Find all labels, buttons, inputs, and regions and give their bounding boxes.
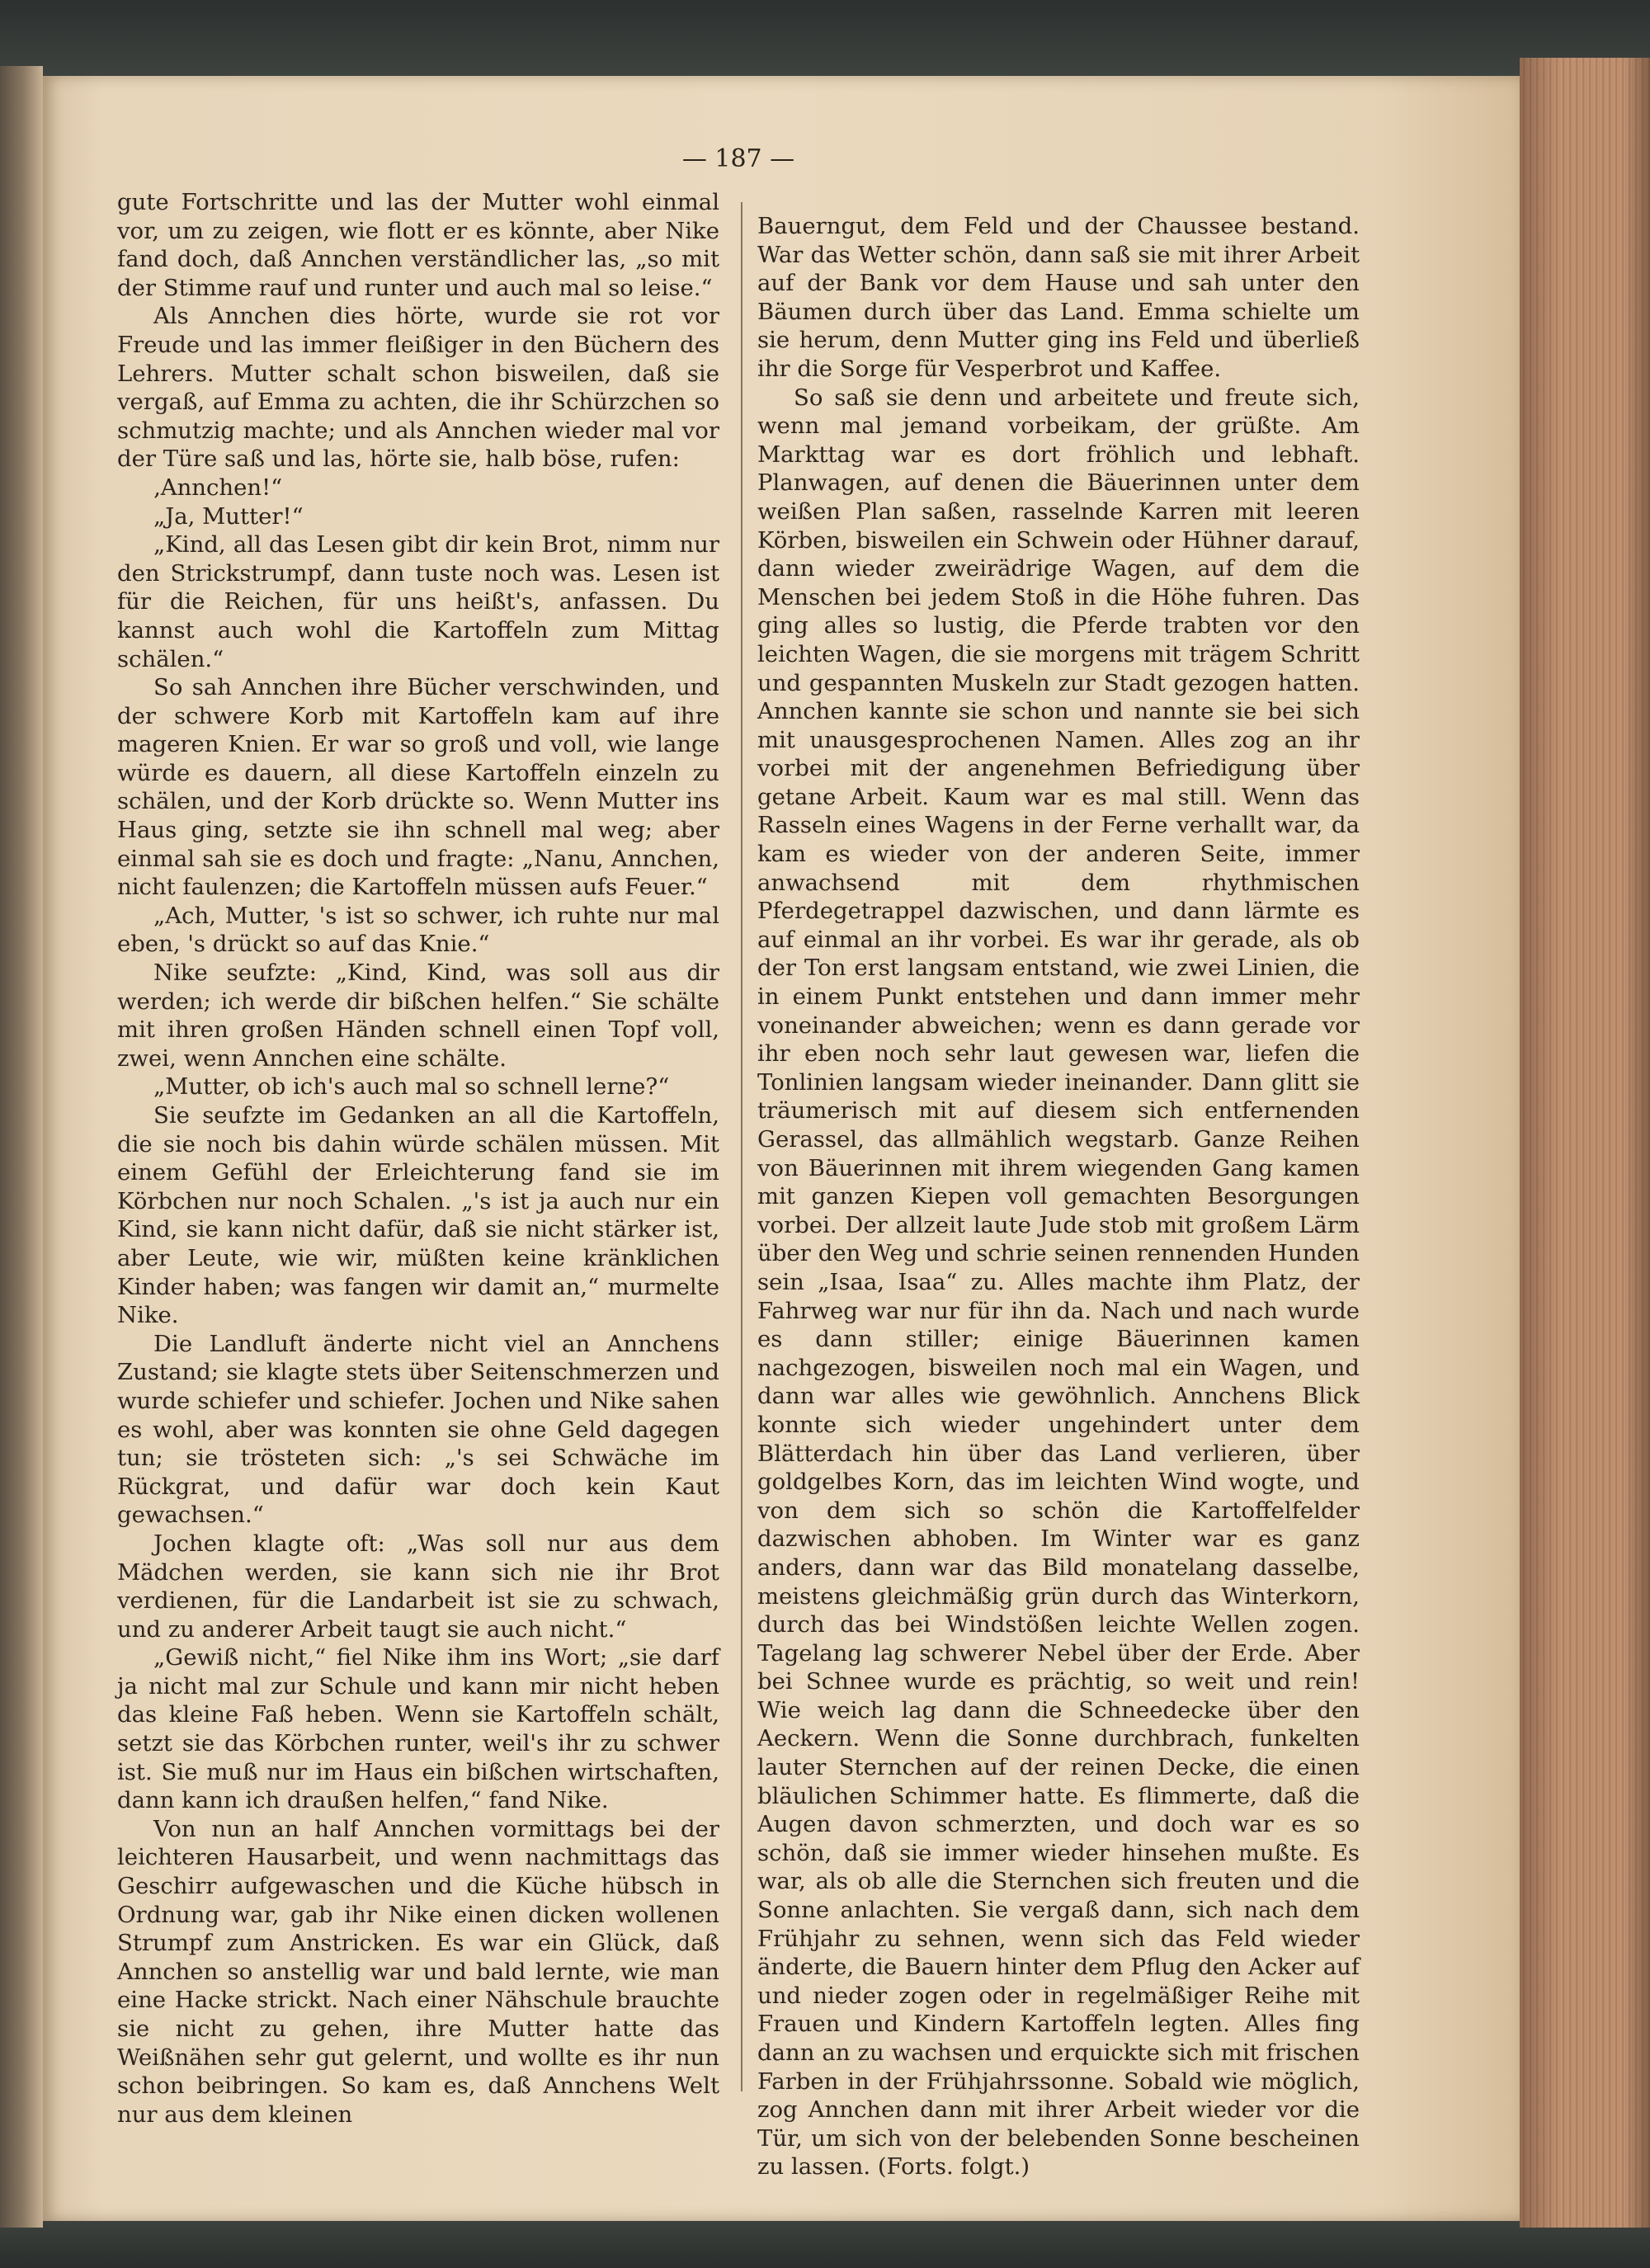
paragraph: So sah Annchen ihre Bücher verschwinden, und der schwere Korb mit Kartoffeln kam auf ihre mageren Knien. Er war so groß und voll, wie lange würde es dauern, all diese Kartoffeln einzeln zu schälen, und der Korb drückte so. Wenn Mutter ins Haus ging, setzte sie ihn schnell mal weg; aber einmal sah sie es doch und fragte: „Nanu, Annchen, nicht faulenzen; die Kartoffeln müssen aufs Feuer.“ bbox=[117, 674, 719, 901]
paragraph: Bauerngut, dem Feld und der Chaussee bestand. War das Wetter schön, dann saß sie mit ihrer Arbeit auf der Bank vor dem Hause und sah unter den Bäumen durch über das Land. Emma schielte um sie herum, denn Mutter ging ins Feld und überließ ihr die Sorge für Vesperbrot und Kaffee. bbox=[757, 213, 1360, 382]
text-column-left bbox=[117, 188, 719, 2129]
book-board-top bbox=[0, 0, 1650, 76]
paragraph: Jochen klagte oft: „Was soll nur aus dem Mädchen werden, sie kann sich nie ihr Brot verdienen, für die Landarbeit ist sie zu schwach, und zu anderer Arbeit taugt sie auch nicht.“ bbox=[117, 1530, 719, 1643]
paragraph: „Ja, Mutter!“ bbox=[153, 502, 304, 530]
paragraph: ‚Annchen!“ bbox=[153, 474, 283, 501]
paragraph: Als Annchen dies hörte, wurde sie rot vor Freude und las immer fleißiger in den Büchern des Lehrers. Mutter schalt schon bisweilen, daß sie vergaß, auf Emma zu achten, die ihr Schürzchen so schmutzig machte; und als Annchen wieder mal vor der Türe saß und las, hörte sie, halb böse, rufen: bbox=[117, 303, 719, 473]
paragraph: „Ach, Mutter, 's ist so schwer, ich ruhte nur mal eben, 's drückt so auf das Knie.“ bbox=[117, 902, 719, 958]
paragraph: Die Landluft änderte nicht viel an Annchens Zustand; sie klagte stets über Seitenschmerzen und wurde schiefer und schiefer. Jochen und Nike sahen es wohl, aber was konnten sie ohne Geld dagegen tun; sie trösteten sich: „'s sei Schwäche im Rückgrat, und dafür war doch kein Kaut gewachsen.“ bbox=[117, 1330, 719, 1529]
paragraph: Sie seufzte im Gedanken an all die Kartoffeln, die sie noch bis dahin würde schälen müssen. Mit einem Gefühl der Erleichterung fand sie im Körbchen nur noch Schalen. „'s ist ja auch nur ein Kind, sie kann nicht dafür, daß sie nicht stärker ist, aber Leute, wie wir, müßten keine kränklichen Kinder haben; was fangen wir damit an,“ murmelte Nike. bbox=[117, 1102, 719, 1329]
paragraph: „Kind, all das Lesen gibt dir kein Brot, nimm nur den Strickstrumpf, dann tuste noch was. Lesen ist für die Reichen, für uns heißt's, anfassen. Du kannst auch wohl die Kartoffeln zum Mittag schälen.“ bbox=[117, 531, 719, 672]
page-block-shadow bbox=[1520, 58, 1650, 2228]
paragraph: Von nun an half Annchen vormittags bei der leichteren Hausarbeit, und wenn nachmittags das Geschirr aufgewaschen und die Küche hübsch in Ordnung war, gab ihr Nike einen dicken wollenen Strumpf zum Anstricken. Es war ein Glück, daß Annchen so anstellig war und bald lernte, wie man eine Hacke strickt. Nach einer Nähschule brauchte sie nicht zu gehen, ihre Mutter hatte das Weißnähen sehr gut gelernt, und wollte es ihr nun schon beibringen. So kam es, daß Annchens Welt nur aus dem kleinen bbox=[117, 1815, 719, 2128]
column-divider bbox=[741, 202, 742, 2091]
paragraph: So saß sie denn und arbeitete und freute sich, wenn mal jemand vorbeikam, der grüßte. Am Markttag war es dort fröhlich und lebhaft. Planwagen, auf denen die Bäuerinnen unter dem weißen Plan saßen, rasselnde Karren mit leeren Körben, bisweilen ein Schwein oder Hühner darauf, dann wieder zweirädrige Wagen, auf dem die Menschen bei jedem Stoß in die Höhe fuhren. Das ging alles so lustig, die Pferde trabten vor den leichten Wagen, die sie morgens mit trägem Schritt und gespannten Muskeln zur Stadt gezogen hatten. Annchen kannte sie schon und nannte sie bei sich mit unausgesprochenen Namen. Alles zog an ihr vorbei mit der angenehmen Befriedigung über getane Arbeit. Kaum war es mal still. Wenn das Rasseln eines Wagens in der Ferne verhallt war, da kam es wieder von der anderen Seite, immer anwachsend mit dem rhythmischen Pferdegetrappel dazwischen, und dann lärmte es auf einmal an ihr vorbei. Es war ihr gerade, als ob der Ton erst langsam entstand, wie zwei Linien, die in einem Punkt entstehen und dann immer mehr voneinander abweichen; wenn es dann gerade vor ihr eben noch sehr laut gewesen war, liefen die Tonlinien langsam wieder ineinander. Dann glitt sie träumerisch mit auf diesem sich entfernenden Gerassel, das allmählich wegstarb. Ganze Reihen von Bäuerinnen mit ihrem wiegenden Gang kamen mit ganzen Kiepen voll gemachten Besorgungen vorbei. Der allzeit laute Jude stob mit großem Lärm über den Weg und schrie seinen rennenden Hunden sein „Isaa, Isaa“ zu. Alles machte ihm Platz, der Fahrweg war nur für ihn da. Nach und nach wurde es dann stiller; einige Bäuerinnen kamen nachgezogen, bisweilen noch mal ein Wagen, und dann war alles wie gewöhnlich. Annchens Blick konnte sich wieder ungehindert unter dem Blätterdach hin über das Land verlieren, über goldgelbes Korn, das im leichten Wind wogte, und von dem sich so schön die Kartoffelfelder dazwischen abhoben. Im Winter war es ganz anders, dann war das Bild monatelang dasselbe, meistens gleichmäßig grün durch das Winterkorn, durch das bei Windstößen leichte Wellen zogen. Tagelang lag schwerer Nebel über der Erde. Aber bei Schnee wurde es prächtig, so weit und rein! Wie weich lag dann die Schneedecke über den Aeckern. Wenn die Sonne durchbrach, funkelten lauter Sternchen auf der reinen Decke, die einen bläulichen Schimmer hatte. Es flimmerte, daß die Augen davon schmerzten, und doch war es so schön, daß sie immer wieder hinsehen mußte. Es war, als ob alle die Sternchen sich freuten und die Sonne anlachten. Sie vergaß dann, sich nach dem Frühjahr zu sehnen, wenn sich das Feld wieder änderte, die Bauern hinter dem Pflug den Acker auf und nieder zogen oder in regelmäßiger Reihe mit Frauen und Kindern Kartoffeln legten. Alles fing dann an zu wachsen und erquickte sich mit frischen Farben in der Frühjahrssonne. Sobald wie möglich, zog Annchen dann mit ihrer Arbeit wieder vor die Tür, um sich von der belebenden Sonne bescheinen zu lassen. (Forts. folgt.) bbox=[757, 384, 1360, 2181]
left-page-gutter bbox=[0, 66, 43, 2228]
page-number: — 187 — bbox=[681, 144, 795, 173]
text-column-right bbox=[757, 212, 1360, 2181]
paragraph: Nike seufzte: „Kind, Kind, was soll aus dir werden; ich werde dir bißchen helfen.“ Sie schälte mit ihren großen Händen schnell einen Topf voll, zwei, wenn Annchen eine schälte. bbox=[117, 960, 719, 1072]
book-board-bottom bbox=[0, 2219, 1650, 2268]
paragraph: „Gewiß nicht,“ fiel Nike ihm ins Wort; „sie darf ja nicht mal zur Schule und kann mir nicht heben das kleine Faß heben. Wenn sie Kartoffeln schält, setzt sie das Körbchen runter, weil's ihr zu schwer ist. Sie muß nur im Haus ein bißchen wirtschaften, dann kann ich draußen helfen,“ fand Nike. bbox=[117, 1644, 719, 1814]
paragraph: gute Fortschritte und las der Mutter wohl einmal vor, um zu zeigen, wie flott er es könnte, aber Nike fand doch, daß Annchen verständlicher las, „so mit der Stimme rauf und runter und auch mal so leise.“ bbox=[117, 189, 719, 301]
paragraph: „Mutter, ob ich's auch mal so schnell lerne?“ bbox=[153, 1073, 670, 1101]
